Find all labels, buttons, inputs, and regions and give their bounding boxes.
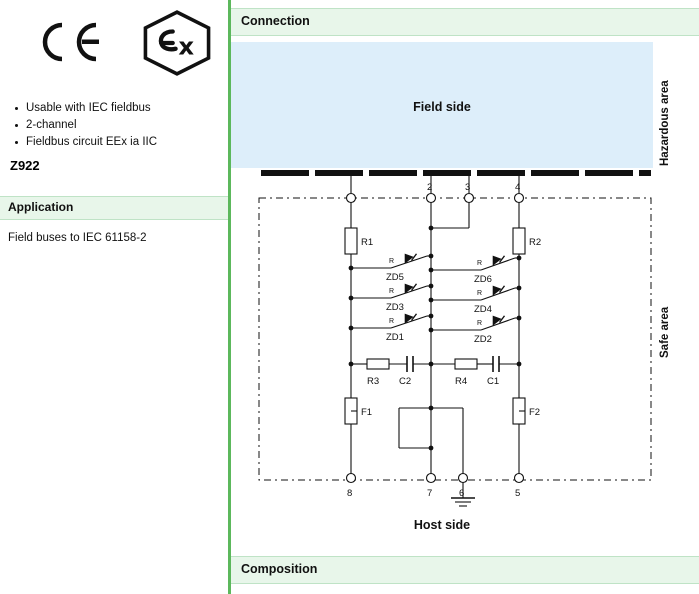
application-heading: Application: [8, 200, 74, 214]
ZD5-ref: R: [389, 258, 395, 265]
terminal-6-label: 6: [459, 488, 465, 499]
terminal-5: [515, 474, 524, 483]
ZD1-label: ZD1: [386, 332, 404, 343]
C2-label: C2: [399, 376, 412, 387]
terminal-7: [427, 474, 436, 483]
C1-label: C1: [487, 376, 500, 387]
F2-label: F2: [529, 407, 541, 418]
ZD2-label: ZD2: [474, 334, 492, 345]
composition-section-header: [231, 556, 699, 584]
terminal-5-label: 5: [515, 488, 521, 499]
ce-mark-icon: [34, 18, 104, 66]
list-item: 2-channel: [24, 117, 234, 134]
R3-C2-branch: [351, 356, 431, 372]
hazardous-area-label: Hazardous area: [659, 80, 671, 166]
certification-logos: [0, 0, 228, 88]
ZD5-label: ZD5: [386, 272, 404, 283]
R2-label: R2: [529, 237, 542, 248]
ZD6-label: ZD6: [474, 274, 492, 285]
ZD3-ref: R: [389, 288, 395, 295]
terminal-3: [465, 194, 474, 203]
feature-list: [10, 100, 234, 151]
R4-resistor: [455, 359, 477, 369]
R3-label: R3: [367, 376, 380, 387]
connection-heading: Connection: [241, 14, 310, 28]
terminal-8: [347, 474, 356, 483]
R3-resistor: [367, 359, 389, 369]
R2-resistor: [513, 228, 525, 254]
list-item: Usable with IEC fieldbus: [24, 100, 234, 117]
application-section-header: [0, 196, 228, 220]
ZD6-zener-diode: [431, 256, 519, 270]
ZD3-label: ZD3: [386, 302, 404, 313]
ZD2-zener-diode: [431, 316, 519, 330]
atex-ex-mark-icon: [140, 10, 214, 76]
R4-C1-branch: [431, 356, 519, 372]
terminal-3-label: 3: [465, 182, 471, 193]
left-column: [0, 0, 228, 594]
host-side-label: Host side: [413, 518, 471, 532]
terminal-7-label: 7: [427, 488, 433, 499]
terminal-6: [459, 474, 468, 483]
terminal-2: [427, 194, 436, 203]
list-item: Fieldbus circuit EEx ia IIC: [24, 134, 234, 151]
model-number: Z922: [10, 158, 40, 173]
R1-label: R1: [361, 237, 374, 248]
field-side-label: Field side: [413, 100, 471, 114]
circuit-schematic: [231, 168, 699, 520]
terminal-8-label: 8: [347, 488, 353, 499]
connection-section-header: [231, 8, 699, 36]
composition-heading: Composition: [241, 562, 318, 576]
application-text: Field buses to IEC 61158-2: [8, 232, 147, 244]
terminal-1: [347, 194, 356, 203]
terminal-4-label: 4: [515, 182, 521, 193]
device-enclosure-outline: [259, 198, 651, 480]
ZD1-ref: R: [389, 318, 395, 325]
ZD4-ref: R: [477, 290, 483, 297]
svg-text:x: x: [178, 31, 195, 61]
safe-area-label: Safe area: [659, 306, 671, 358]
F1-label: F1: [361, 407, 373, 418]
terminal-4: [515, 194, 524, 203]
ZD4-label: ZD4: [474, 304, 492, 315]
ZD4-zener-diode: [431, 286, 519, 300]
ZD6-ref: R: [477, 260, 483, 267]
terminal-2-label: 2: [427, 182, 433, 193]
R1-resistor: [345, 228, 357, 254]
ZD2-ref: R: [477, 320, 483, 327]
right-column: [231, 0, 699, 594]
R4-label: R4: [455, 376, 468, 387]
